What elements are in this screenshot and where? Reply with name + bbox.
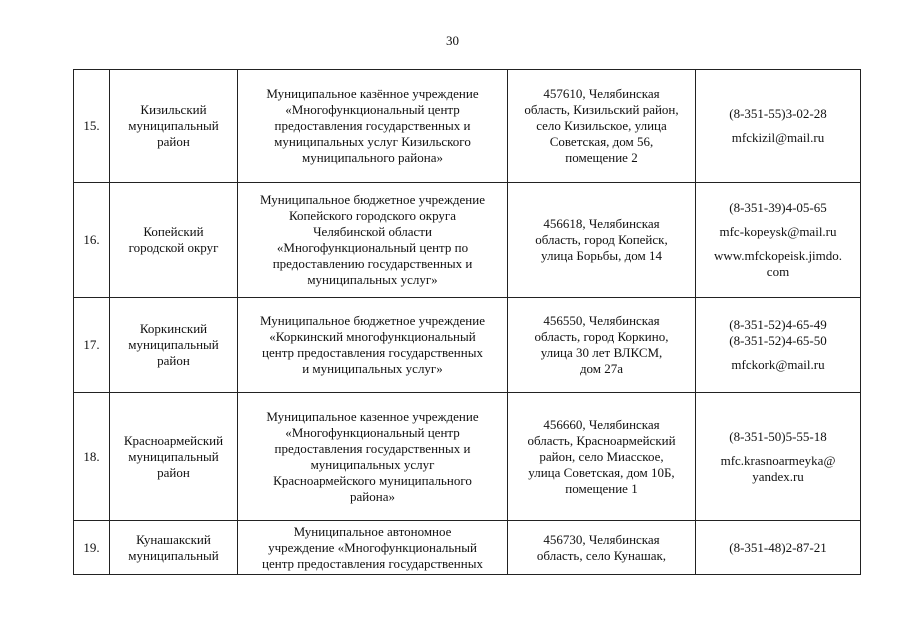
table-row [74,298,861,393]
address-cell [508,70,696,183]
institution-line: центр предоставления государственных [262,345,483,360]
row-number: 15. [74,70,110,183]
phone: (8-351-48)2-87-21 [729,539,827,555]
institution-line: предоставления государственных и [274,118,471,133]
phone: (8-351-52)4-65-49 [729,317,827,332]
address-line: 456660, Челябинская [543,416,660,432]
address-line: улица 30 лет ВЛКСМ, [540,345,663,360]
institution-cell [238,298,508,393]
address-line: 456730, Челябинская [543,531,660,547]
phone: (8-351-52)4-65-50 [729,333,827,348]
address-line: село Кизильское, улица [536,118,667,133]
contacts-cell [696,183,861,298]
institution-line: района» [350,488,395,504]
table-row [74,393,861,521]
address-cell [508,183,696,298]
institution-line: муниципальных услуг Кизильского [274,134,471,149]
address-line: 457610, Челябинская [543,86,660,101]
district-cell [110,183,238,298]
institution-line: Муниципальное казенное учреждение [266,408,479,424]
district-line: Кунашакский [136,531,211,547]
website-link-cont[interactable]: com [766,264,790,279]
district-line: муниципальный [128,337,219,352]
address-line: область, город Коркино, [534,329,669,344]
institution-cell [238,393,508,521]
website-link[interactable]: www.mfckopeisk.jimdo. [713,248,843,263]
address-line: область, город Копейск, [535,232,668,247]
institution-line: «Коркинский многофункциональный [269,329,476,344]
district-line: район [157,134,190,149]
institution-line: «Многофункциональный центр по [276,240,469,255]
page-number: 30 [446,33,459,48]
district-line: Красноармейский [123,432,224,448]
email-link[interactable]: mfckork@mail.ru [731,357,825,372]
institution-line: муниципальных услуг» [307,272,438,287]
contacts-cell [696,298,861,393]
address-line: 456618, Челябинская [543,216,660,231]
district-cell [110,70,238,183]
mfc-table [73,69,861,575]
address-line: улица Советская, дом 10Б, [528,464,675,480]
table-row [74,183,861,298]
contacts-cell [696,521,861,575]
district-line: муниципальный [128,448,219,464]
district-line: Копейский [143,224,204,239]
institution-cell [238,183,508,298]
district-line: район [157,464,190,480]
institution-line: Муниципальное бюджетное учреждение [260,192,485,207]
district-cell [110,393,238,521]
district-cell [110,298,238,393]
district-cell [110,521,238,575]
institution-line: Челябинской области [313,224,432,239]
address-line: область, Кизильский район, [524,102,679,117]
address-line: район, село Миасское, [539,448,664,464]
institution-line: предоставления государственных и [274,440,471,456]
email-link[interactable]: mfckizil@mail.ru [731,130,825,145]
district-line: Кизильский [140,102,207,117]
institution-line: Муниципальное казённое учреждение [266,86,479,101]
address-line: область, Красноармейский [527,432,676,448]
institution-line: Красноармейского муниципального [273,472,472,488]
institution-line: учреждение «Многофункциональный [268,539,477,555]
address-cell [508,521,696,575]
row-number: 16. [74,183,110,298]
institution-line: «Многофункциональный центр [285,102,460,117]
row-number: 19. [74,521,110,575]
row-number: 18. [74,393,110,521]
phone: (8-351-55)3-02-28 [729,106,827,121]
institution-cell [238,70,508,183]
address-line: Советская, дом 56, [549,134,654,149]
address-cell [508,393,696,521]
row-number: 17. [74,298,110,393]
institution-line: муниципальных услуг [310,456,435,472]
contacts-cell [696,393,861,521]
address-line: улица Борьбы, дом 14 [541,248,662,263]
address-line: область, село Кунашак, [536,547,667,563]
institution-line: предоставлению государственных и [272,256,473,271]
address-line: 456550, Челябинская [543,313,660,328]
district-line: Коркинский [139,321,208,336]
institution-cell [238,521,508,575]
district-line: муниципальный [128,118,219,133]
institution-line: и муниципальных услуг» [302,361,443,376]
institution-line: Муниципальное автономное [293,523,452,539]
district-line: муниципальный [128,547,219,563]
address-line: помещение 1 [565,480,638,496]
table-row [74,70,861,183]
contacts-cell [696,70,861,183]
institution-line: «Многофункциональный центр [285,424,460,440]
email-link[interactable]: mfc.krasnoarmeyka@ [720,452,836,468]
district-line: городской округ [128,240,219,255]
address-cell [508,298,696,393]
institution-line: центр предоставления государственных [262,555,483,571]
institution-line: Муниципальное бюджетное учреждение [260,313,485,328]
institution-line: Копейского городского округа [288,208,457,223]
address-line: помещение 2 [565,150,638,165]
table-row [74,521,861,575]
email-link-cont[interactable]: yandex.ru [752,468,804,484]
address-line: дом 27а [579,361,624,376]
phone: (8-351-50)5-55-18 [729,428,827,444]
institution-line: муниципального района» [302,150,443,165]
phone: (8-351-39)4-05-65 [729,200,827,215]
district-line: район [157,353,190,368]
email-link[interactable]: mfc-kopeysk@mail.ru [719,224,837,239]
